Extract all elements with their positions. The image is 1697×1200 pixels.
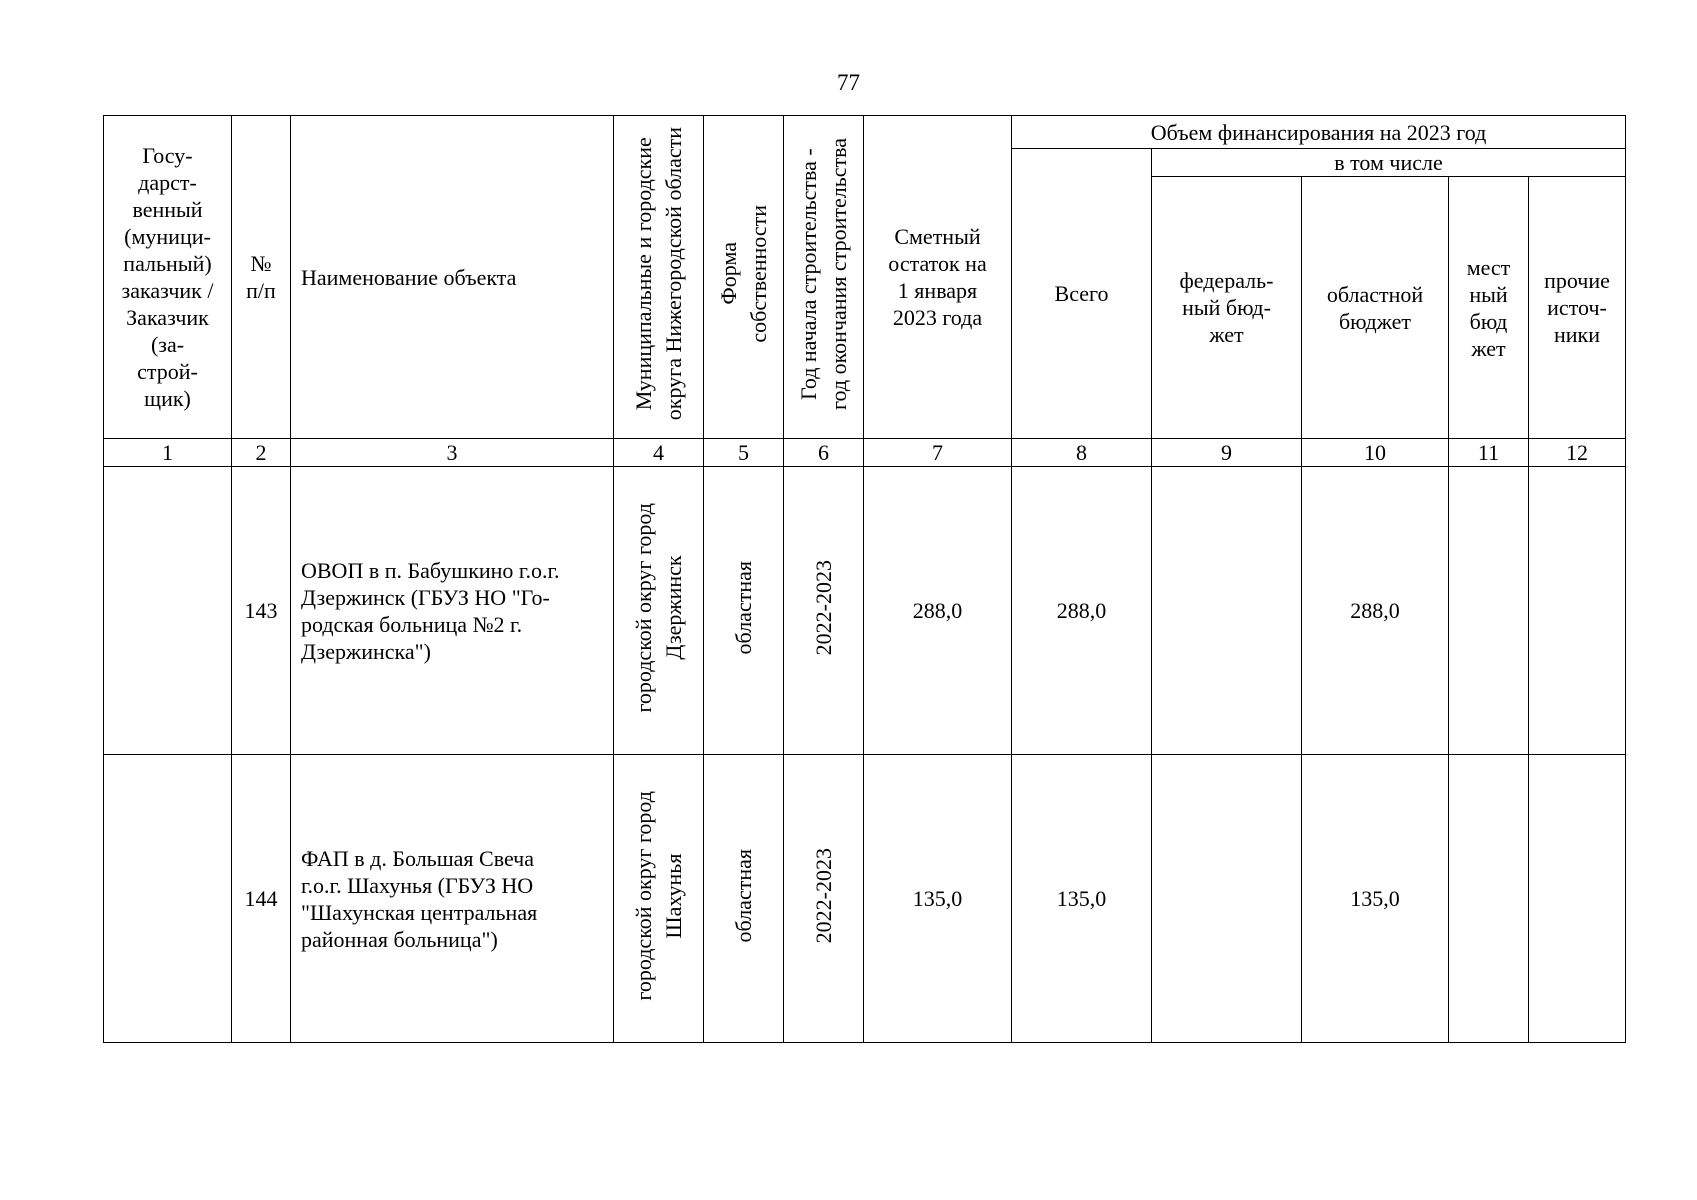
header-other: прочие источ- ники [1529,177,1626,439]
federal-cell [1152,755,1302,1043]
header-financing-group: Объем финансирования на 2023 год [1012,116,1626,149]
object-name-cell: ОВОП в п. Бабушкино г.о.г. Дзержинск (ГБУЗ НО "Го- родская больница №2 г. Дзержинска") [291,467,614,755]
header-number: № п/п [232,116,291,439]
customer-cell [104,467,232,755]
table-row [104,467,1626,755]
local-cell [1449,755,1529,1043]
column-number: 2 [232,439,291,467]
column-number: 11 [1449,439,1529,467]
years-cell: 2022-2023 [784,755,864,1043]
object-name-cell: ФАП в д. Большая Свеча г.о.г. Шахунья (ГБУЗ НО "Шахунская центральная районная больница") [291,755,614,1043]
district-cell: городской округ город Шахунья [614,755,704,1043]
header-district: Муниципальные и городские округа Нижегородской области [614,116,704,439]
header-local: мест ный бюд жет [1449,177,1529,439]
column-number: 10 [1302,439,1449,467]
column-number: 12 [1529,439,1626,467]
header-ownership: Форма собственности [704,116,784,439]
table-row [104,755,1626,1043]
header-federal: федераль- ный бюд- жет [1152,177,1302,439]
customer-cell [104,755,232,1043]
header-total: Всего [1012,149,1152,439]
total-cell: 135,0 [1012,755,1152,1043]
column-number: 3 [291,439,614,467]
federal-cell [1152,467,1302,755]
header-including-group: в том числе [1152,149,1626,177]
column-number: 4 [614,439,704,467]
header-regional: областной бюджет [1302,177,1449,439]
balance-cell: 135,0 [864,755,1012,1043]
page-number: 77 [837,70,860,95]
local-cell [1449,467,1529,755]
other-cell [1529,755,1626,1043]
column-number: 5 [704,439,784,467]
row-number-cell: 144 [232,755,291,1043]
header-customer: Госу- дарст- венный (муници- пальный) заказчик / Заказчик (за- строй- щик) [104,116,232,439]
district-cell: городской округ город Дзержинск [614,467,704,755]
financing-table [103,115,1626,1043]
years-cell: 2022-2023 [784,467,864,755]
column-number: 8 [1012,439,1152,467]
column-number-row [104,439,1626,467]
column-number: 1 [104,439,232,467]
regional-cell: 288,0 [1302,467,1449,755]
other-cell [1529,467,1626,755]
header-balance: Сметный остаток на 1 января 2023 года [864,116,1012,439]
ownership-cell: областная [704,467,784,755]
balance-cell: 288,0 [864,467,1012,755]
header-object-name: Наименование объекта [291,116,614,439]
column-number: 7 [864,439,1012,467]
ownership-cell: областная [704,755,784,1043]
header-years: Год начала строительства - год окончания строительства [784,116,864,439]
row-number-cell: 143 [232,467,291,755]
column-number: 6 [784,439,864,467]
total-cell: 288,0 [1012,467,1152,755]
regional-cell: 135,0 [1302,755,1449,1043]
column-number: 9 [1152,439,1302,467]
